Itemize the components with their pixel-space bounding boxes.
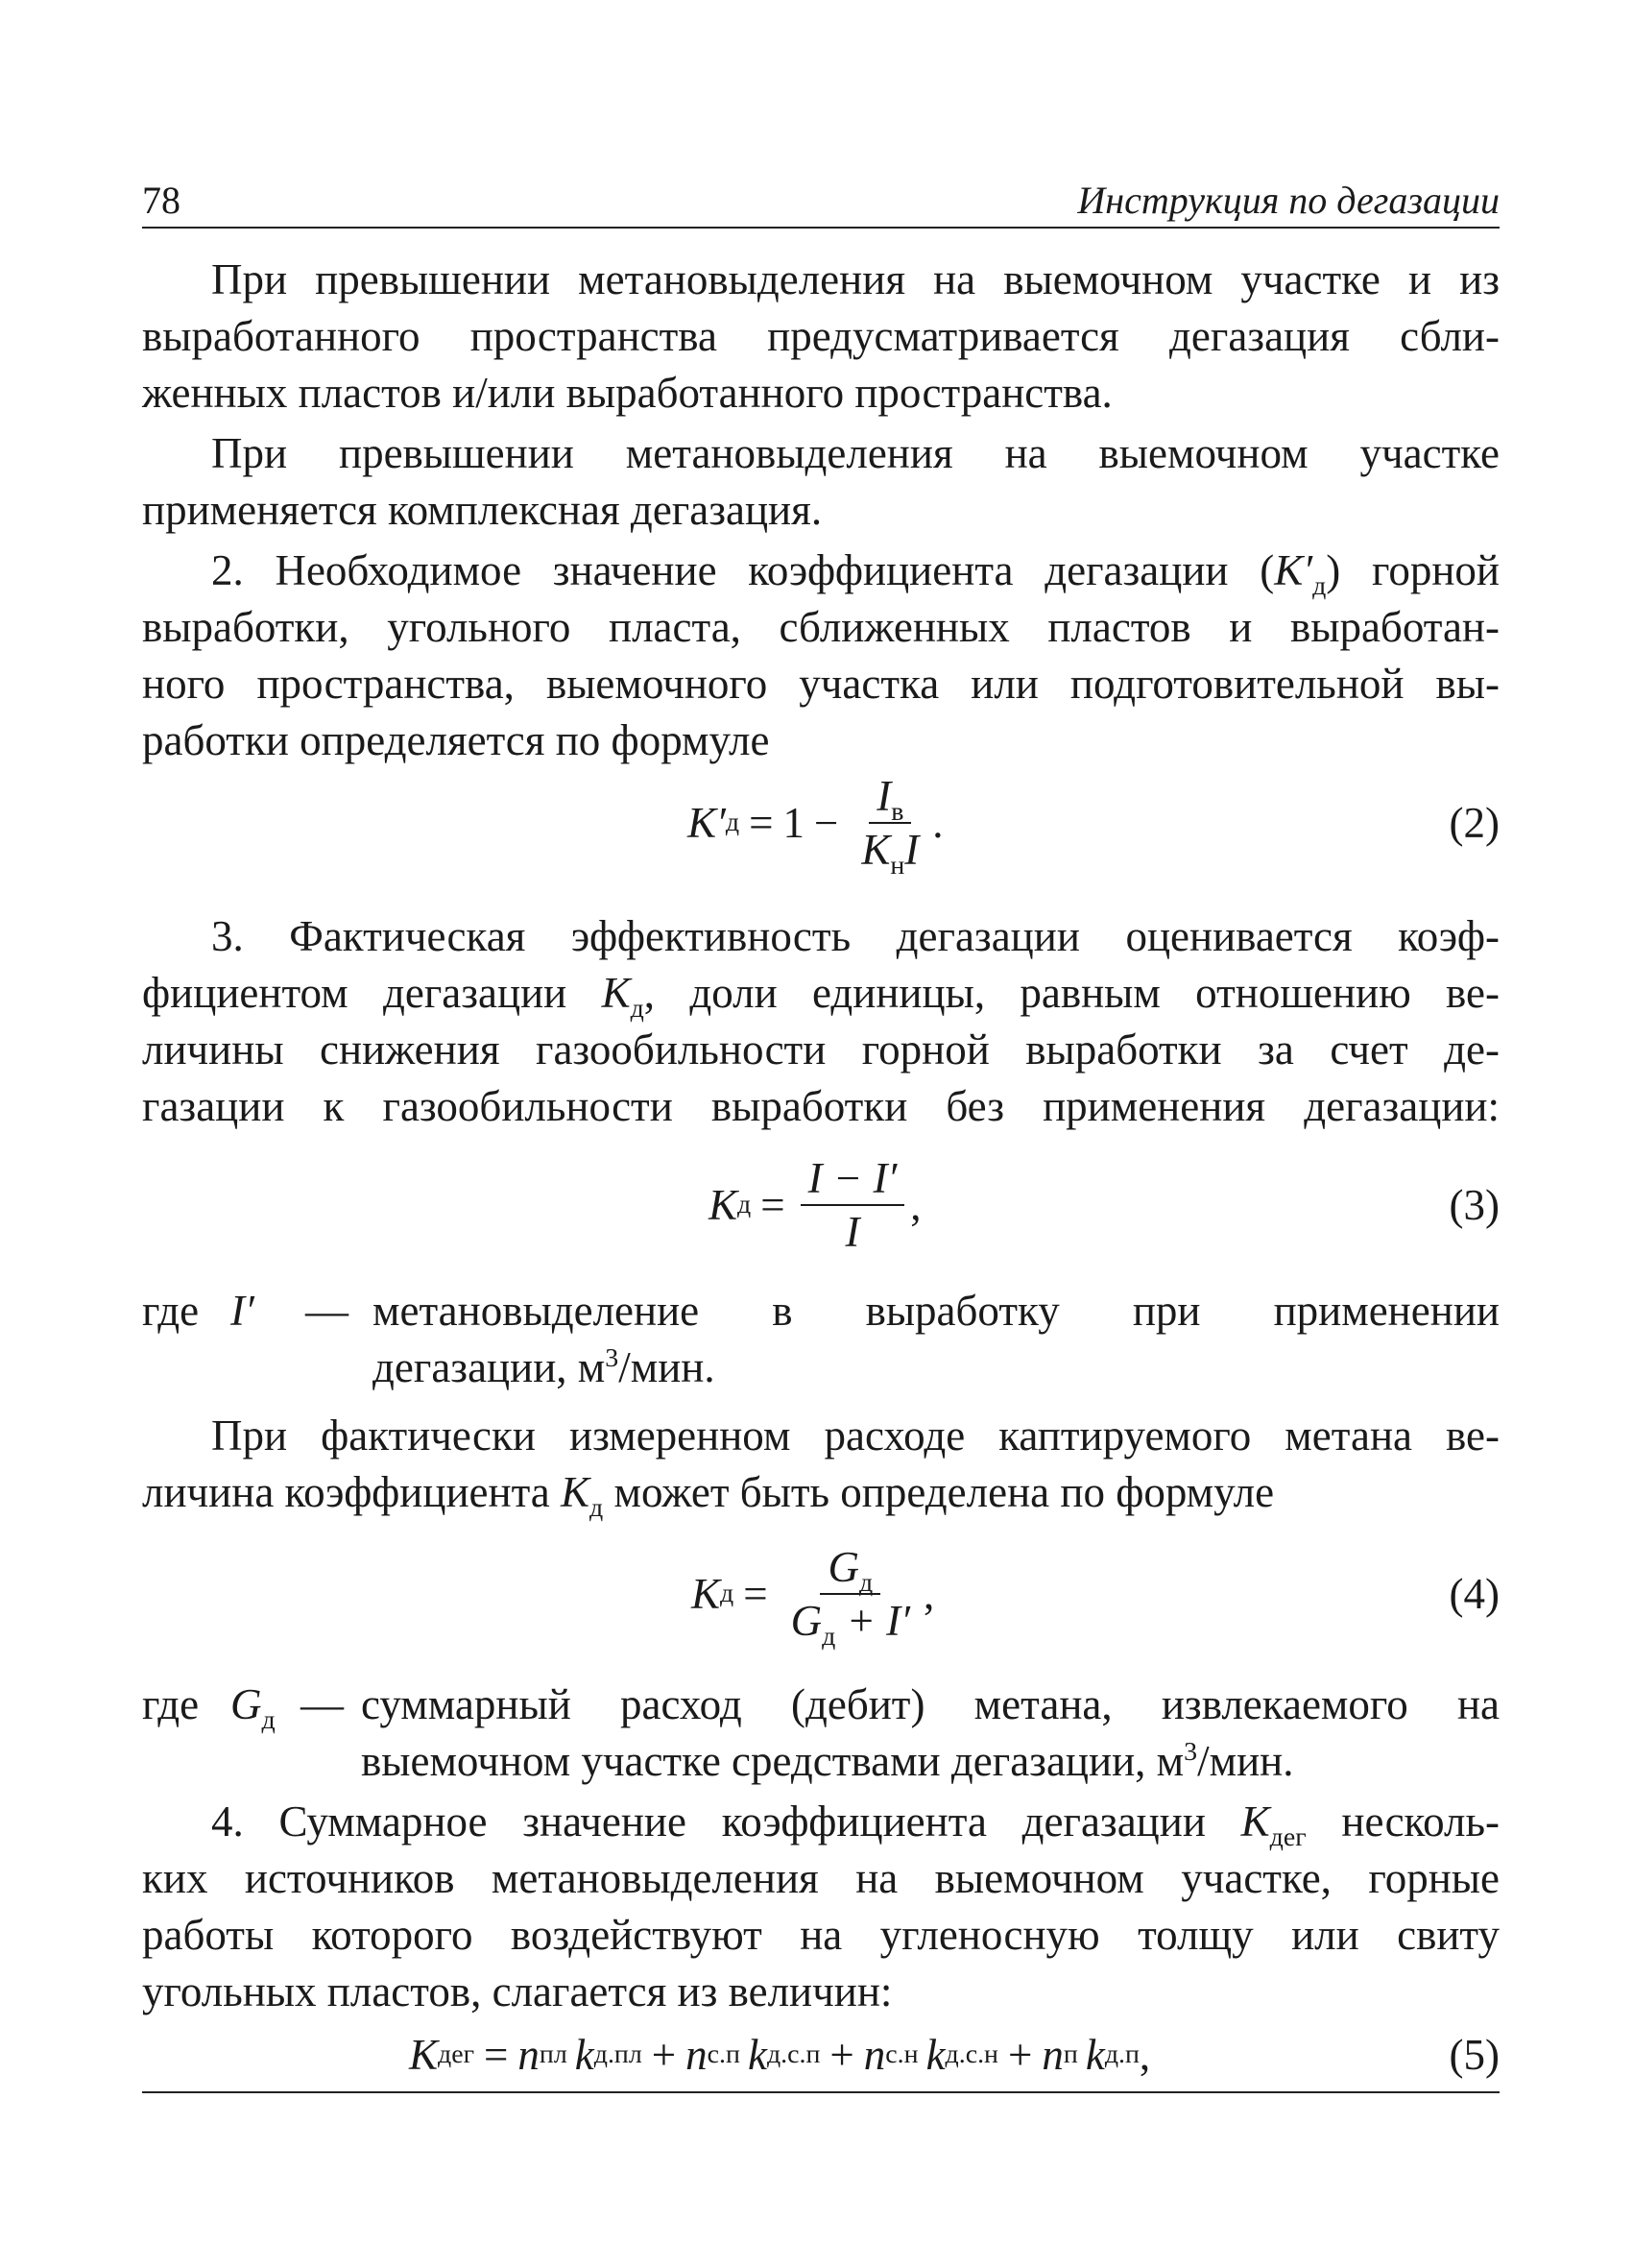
text-line: применяется комплексная дегазация.	[142, 486, 823, 534]
text-line: 4. Суммарное значение коэффициента дегазации $K_{дег}$ несколь-	[211, 1798, 1500, 1852]
text-line: газации к газообильности выработки без применения дегазации:	[142, 1082, 1500, 1130]
definition-i-prime: где I′ — метановыделение в выработку при применении дегазации, $м^3$/мин.	[142, 1283, 1500, 1396]
paragraph-block-3	[142, 1408, 1500, 1521]
formula-4-expression: K д = $\frac{G_д}{G_д + I'}$ ,	[691, 1543, 935, 1652]
symbol-g-d: $G_д$	[230, 1680, 276, 1735]
definition-body	[361, 1677, 1500, 1790]
text-line: женных пластов и/или выработанного пространства.	[142, 369, 1113, 417]
definition-body	[372, 1283, 1500, 1396]
text-line: суммарный расход (дебит) метана, извлекаемого на	[361, 1680, 1500, 1728]
text-line: личины снижения газообильности горной выработки за счет де-	[142, 1025, 1500, 1074]
text-line: При превышении метановыделения на выемочном участке и из	[211, 255, 1500, 303]
text-line: ного пространства, выемочного участка или подготовительной вы-	[142, 660, 1500, 708]
formula-4	[142, 1529, 1500, 1659]
formula-number: (4)	[1449, 1570, 1500, 1618]
fraction: $\frac{I - I'}{I}$	[801, 1152, 905, 1258]
text-line: ких источников метановыделения на выемочном участке, горные	[142, 1854, 1500, 1902]
formula-number: (2)	[1449, 799, 1500, 847]
text-line: выработки, угольного пласта, сближенных пластов и выработан-	[142, 603, 1500, 651]
formula-3-expression: K д = $\frac{I - I'}{I}$ ,	[708, 1154, 922, 1256]
text-line: 3. Фактическая эффективность дегазации оценивается коэф-	[211, 912, 1500, 960]
formula-3	[142, 1143, 1500, 1267]
running-title: Инструкция по дегазации	[1077, 179, 1500, 222]
text-line: метановыделение в выработку при применении	[372, 1287, 1500, 1335]
paragraph-block-2	[142, 908, 1500, 1135]
text-line: выработанного пространства предусматривается дегазация сбли-	[142, 312, 1500, 360]
formula-5-expression: K дег = n пл k д.пл + n с.п k д.с.п + n с.н k д.с.н + n п k д.п ,	[409, 2031, 1151, 2079]
formula-2	[142, 760, 1500, 885]
text-line: личина коэффициента $K_д$ может быть определена по формуле	[142, 1468, 1275, 1523]
text-line: дегазации, $м^3$/мин.	[372, 1343, 715, 1391]
fraction: $\frac{G_д}{G_д + I'}$	[790, 1543, 911, 1652]
fraction: $\frac{I_в}{K_нI}$	[861, 772, 920, 881]
page-number: 78	[142, 179, 180, 222]
text-line: При фактически измеренном расходе каптируемого метана ве-	[211, 1411, 1500, 1460]
formula-number: (5)	[1449, 2031, 1500, 2079]
bottom-rule	[142, 2091, 1500, 2093]
definition-g-d: где $G_д$ — суммарный расход (дебит) метана, извлекаемого на выемочном участке средствами дегазации, $м^3$/мин.	[142, 1677, 1500, 1790]
text-line: 2. Необходимое значение коэффициента дегазации $(K'_д)$ горной	[211, 546, 1500, 601]
formula-2-expression: K′ д = 1 − $\frac{I_в}{K_нI}$ .	[687, 772, 944, 881]
text-line: работы которого воздействуют на угленосную толщу или свиту	[142, 1911, 1500, 1959]
text-line: фициентом дегазации $K_д$, доли единицы, равным отношению ве-	[142, 969, 1500, 1024]
formula-5	[142, 2020, 1500, 2089]
paragraph-block-4	[142, 1794, 1500, 2020]
symbol-k-prime: K′	[1274, 546, 1313, 594]
formula-number: (3)	[1449, 1181, 1500, 1229]
paragraph-block-1	[142, 252, 1500, 769]
text-line: работки определяется по формуле	[142, 716, 770, 764]
text-line: выемочном участке средствами дегазации, $м^3$/мин.	[361, 1737, 1294, 1785]
page-header	[142, 181, 1500, 229]
text-line: При превышении метановыделения на выемочном участке	[211, 429, 1500, 477]
symbol-i-prime: I′	[230, 1287, 254, 1335]
text-line: угольных пластов, слагается из величин:	[142, 1967, 893, 2015]
